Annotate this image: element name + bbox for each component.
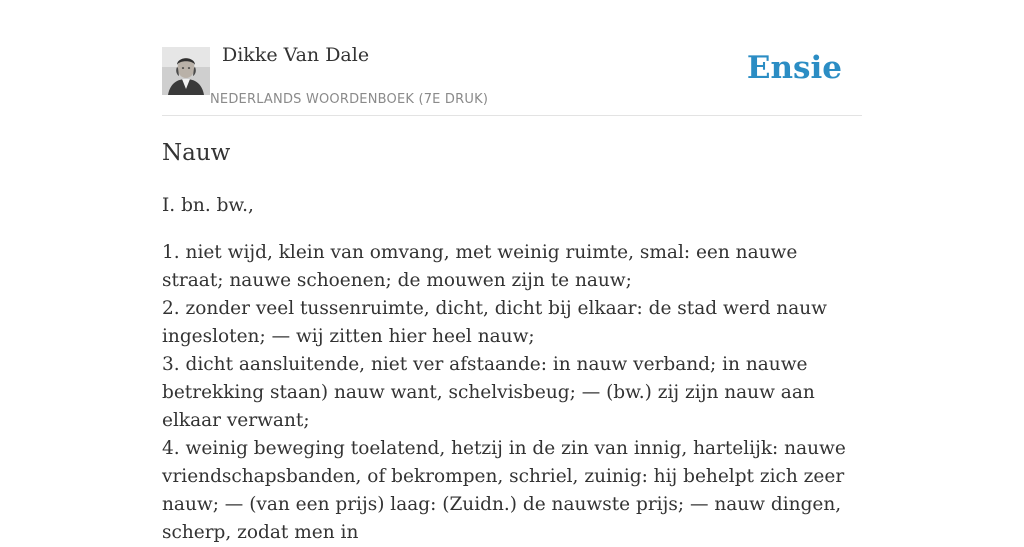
sense-item: 4. weinig beweging toelatend, hetzij in de zin van innig, hartelijk: nauwe vriendschapsbanden, of bekrompen, schriel, zuinig: hij behelpt zich zeer nauw; — (van een prijs) laag: (Zuidn.) de nauwste prijs; — nauw dingen, scherp, zodat men in xyxy=(162,438,846,543)
author-portrait-icon xyxy=(162,47,210,95)
entry-body xyxy=(162,192,862,547)
brand-logo[interactable]: Ensie xyxy=(746,50,842,86)
sense-list xyxy=(162,239,862,547)
author-name[interactable]: Dikke Van Dale xyxy=(222,44,370,66)
header xyxy=(162,0,862,116)
grammar-label: I. bn. bw., xyxy=(162,195,254,216)
sense-item: 2. zonder veel tussenruimte, dicht, dicht bij elkaar: de stad werd nauw ingesloten; — wij zitten hier heel nauw; xyxy=(162,298,827,347)
source-title[interactable]: NEDERLANDS WOORDENBOEK (7E DRUK) xyxy=(210,92,489,107)
sense-item: 1. niet wijd, klein van omvang, met weinig ruimte, smal: een nauwe straat; nauwe schoenen; de mouwen zijn te nauw; xyxy=(162,242,798,291)
sense-item: 3. dicht aansluitende, niet ver afstaande: in nauw verband; in nauwe betrekking staan) nauw want, schelvisbeug; — (bw.) zij zijn nauw aan elkaar verwant; xyxy=(162,354,815,431)
avatar[interactable] xyxy=(162,47,210,95)
entry-title: Nauw xyxy=(162,140,231,166)
